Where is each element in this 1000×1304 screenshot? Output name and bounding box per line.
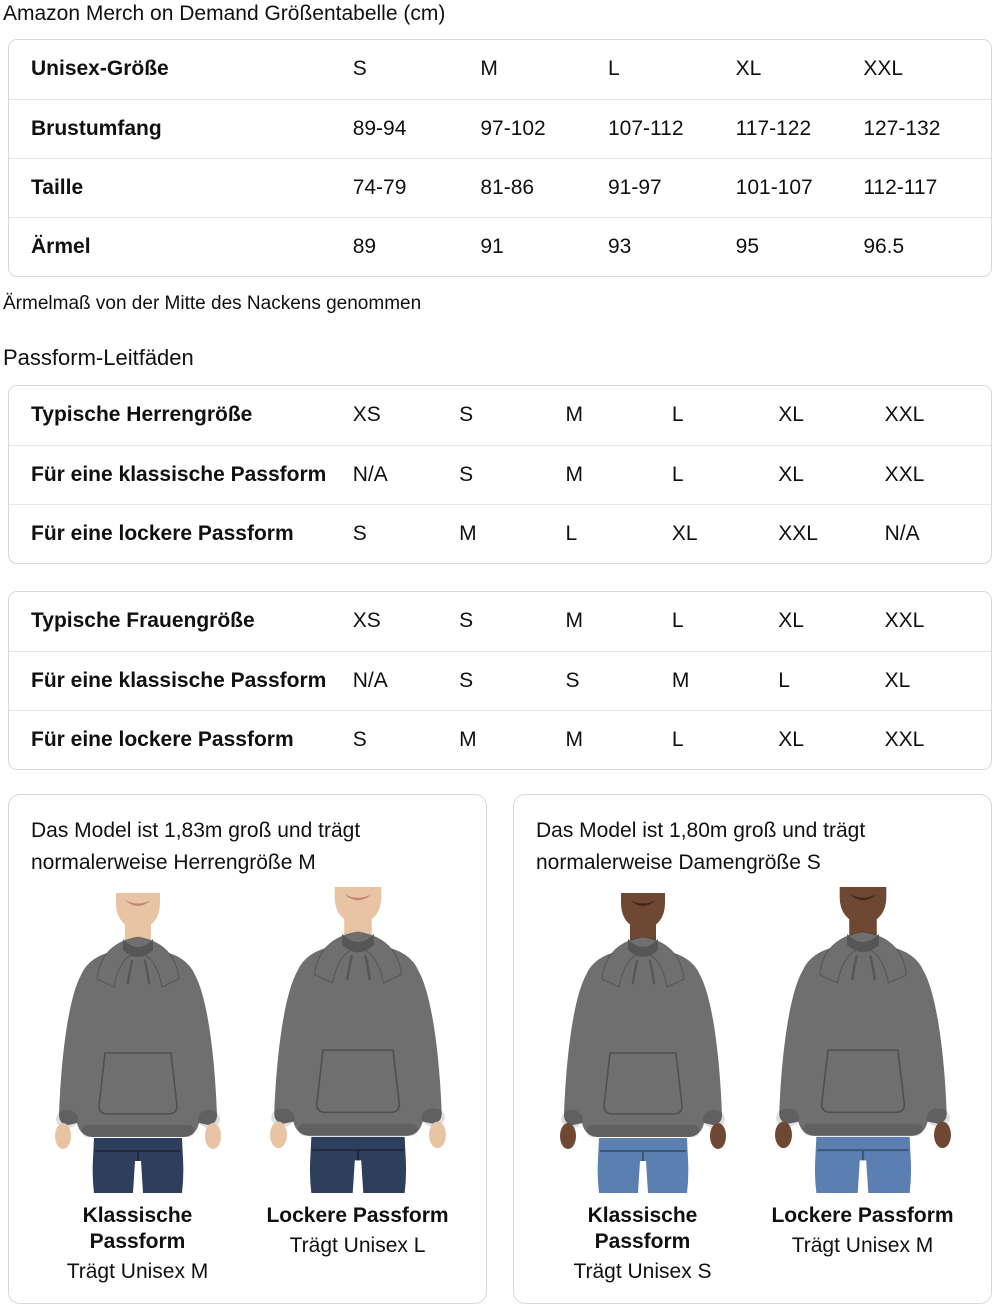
size-cell: 127-132 <box>863 99 991 158</box>
column-header: L <box>608 57 620 81</box>
unisex-size-table-grid <box>9 40 991 276</box>
fit-label: Klassische Passform <box>587 1204 698 1253</box>
size-cell: 112-117 <box>863 158 991 217</box>
row-label: Taille <box>9 158 353 217</box>
size-cell: XL <box>778 445 884 504</box>
size-cell: XL <box>778 710 884 769</box>
fit-table-men <box>8 385 992 564</box>
size-cell: S <box>565 651 671 710</box>
model-description: Das Model ist 1,83m groß und trägt normalerweise Herrengröße M <box>31 819 361 874</box>
table-row <box>9 40 991 99</box>
model-photo-classic <box>35 893 241 1285</box>
sleeve-measure-note: Ärmelmaß von der Mitte des Nackens genommen <box>3 293 422 314</box>
size-cell: M <box>672 651 778 710</box>
size-cell: 93 <box>608 217 736 276</box>
size-label: Trägt Unisex S <box>573 1260 712 1283</box>
size-cell: 74-79 <box>353 158 481 217</box>
hoodie-model-illustration <box>35 893 241 1193</box>
table-row <box>9 504 991 563</box>
size-cell: 89-94 <box>353 99 481 158</box>
size-cell: 81-86 <box>480 158 608 217</box>
column-header: L <box>671 403 684 427</box>
column-header: XL <box>778 403 804 427</box>
table-row <box>9 158 991 217</box>
row-label: Für eine lockere Passform <box>9 710 353 769</box>
size-cell: L <box>672 445 778 504</box>
size-cell: S <box>459 445 565 504</box>
size-cell: 96.5 <box>863 217 991 276</box>
column-header: XS <box>352 403 381 427</box>
model-photo-loose <box>760 893 966 1285</box>
size-cell: XXL <box>778 504 884 563</box>
size-cell: L <box>672 710 778 769</box>
column-header: S <box>352 57 367 81</box>
size-cell: L <box>565 504 671 563</box>
table-row <box>9 651 991 710</box>
hoodie-model-illustration <box>540 893 746 1193</box>
column-header: XL <box>778 609 804 633</box>
size-cell: L <box>778 651 884 710</box>
row-label: Für eine lockere Passform <box>9 504 353 563</box>
size-cell: N/A <box>885 504 991 563</box>
table-row <box>9 592 991 651</box>
size-cell: N/A <box>353 651 459 710</box>
row-label: Brustumfang <box>9 99 353 158</box>
table-row <box>9 217 991 276</box>
model-cards <box>8 794 992 1304</box>
size-cell: M <box>565 445 671 504</box>
row-label: Typische Herrengröße <box>31 403 253 427</box>
size-cell: 91-97 <box>608 158 736 217</box>
fit-table-women <box>8 591 992 770</box>
column-header: S <box>459 403 474 427</box>
size-cell: XL <box>672 504 778 563</box>
size-cell: 117-122 <box>736 99 864 158</box>
size-label: Trägt Unisex M <box>791 1234 934 1257</box>
column-header: XXL <box>884 403 925 427</box>
size-cell: XXL <box>885 445 991 504</box>
column-header: M <box>480 57 498 81</box>
row-label: Für eine klassische Passform <box>9 445 353 504</box>
size-cell: 97-102 <box>480 99 608 158</box>
fit-guides-heading: Passform-Leitfäden <box>3 345 194 370</box>
size-cell: S <box>353 504 459 563</box>
size-cell: 95 <box>736 217 864 276</box>
unisex-size-table <box>8 39 992 277</box>
size-cell: N/A <box>353 445 459 504</box>
table-row <box>9 386 991 445</box>
size-label: Trägt Unisex M <box>66 1260 209 1283</box>
model-card-women <box>513 794 992 1304</box>
column-header: XXL <box>863 57 904 81</box>
column-header: M <box>565 609 583 633</box>
column-header: XL <box>735 57 762 81</box>
size-label: Trägt Unisex L <box>289 1234 426 1257</box>
column-header: XS <box>352 609 381 633</box>
size-cell: XL <box>885 651 991 710</box>
table-row <box>9 445 991 504</box>
model-description: Das Model ist 1,80m groß und trägt normalerweise Damengröße S <box>536 819 866 874</box>
size-cell: M <box>459 504 565 563</box>
fit-table-women-grid <box>9 592 991 769</box>
row-label: Ärmel <box>9 217 353 276</box>
size-cell: 91 <box>480 217 608 276</box>
table-row <box>9 710 991 769</box>
size-cell: 101-107 <box>736 158 864 217</box>
row-label: Typische Frauengröße <box>31 609 255 633</box>
table-row <box>9 99 991 158</box>
column-header: S <box>459 609 474 633</box>
row-label: Für eine klassische Passform <box>9 651 353 710</box>
size-cell: M <box>459 710 565 769</box>
size-cell: XXL <box>885 710 991 769</box>
fit-label: Klassische Passform <box>82 1204 193 1253</box>
model-photo-classic <box>540 893 746 1285</box>
page-title: Amazon Merch on Demand Größentabelle (cm) <box>3 2 446 25</box>
fit-label: Lockere Passform <box>266 1204 449 1227</box>
model-photos <box>534 893 971 1285</box>
row-label: Unisex-Größe <box>31 57 169 81</box>
model-card-men <box>8 794 487 1304</box>
fit-table-men-grid <box>9 386 991 563</box>
column-header: XXL <box>884 609 925 633</box>
model-photo-loose <box>255 893 461 1285</box>
column-header: L <box>671 609 684 633</box>
fit-label: Lockere Passform <box>771 1204 954 1227</box>
size-cell: 107-112 <box>608 99 736 158</box>
size-cell: M <box>565 710 671 769</box>
size-cell: S <box>459 651 565 710</box>
size-cell: 89 <box>353 217 481 276</box>
hoodie-model-illustration <box>248 887 466 1193</box>
size-cell: S <box>353 710 459 769</box>
hoodie-model-illustration <box>753 887 971 1193</box>
column-header: M <box>565 403 583 427</box>
model-photos <box>29 893 466 1285</box>
